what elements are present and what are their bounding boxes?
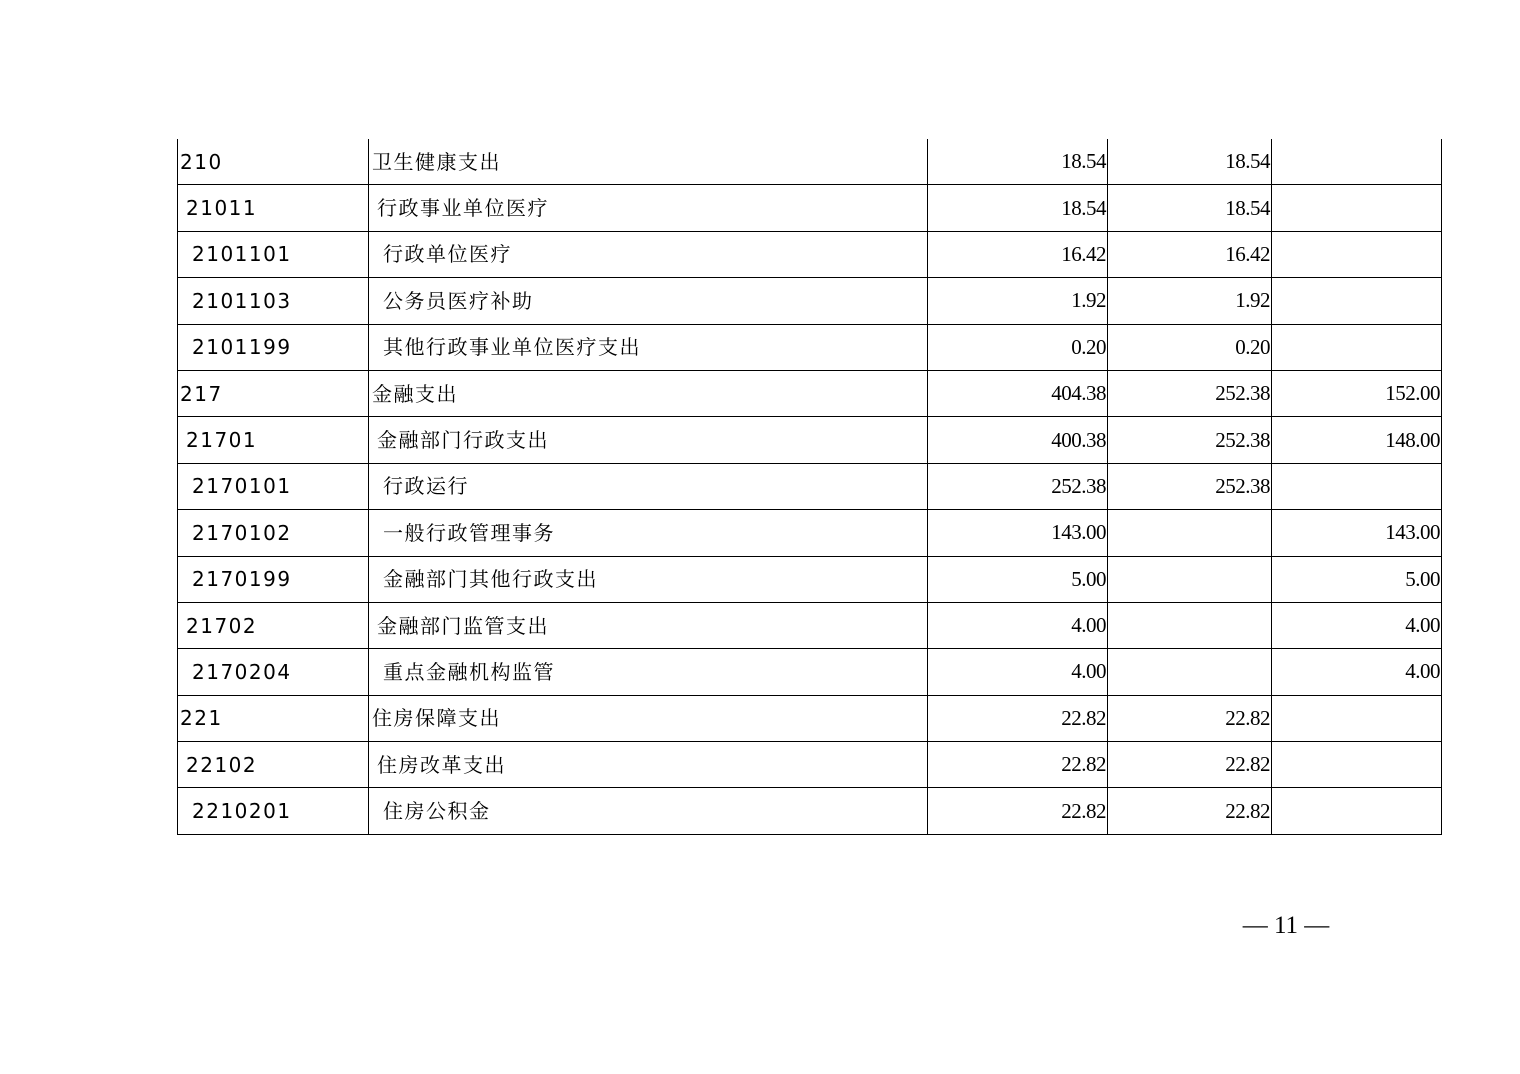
total-amount-cell: 143.00 [928,510,1108,556]
subject-code-cell: 2210201 [178,788,369,834]
total-amount-cell: 404.38 [928,370,1108,416]
basic-expenditure-cell [1108,510,1272,556]
project-expenditure-cell: 148.00 [1272,417,1442,463]
table-row [178,185,1442,231]
subject-code-cell: 2170199 [178,556,369,602]
basic-expenditure-cell: 22.82 [1108,788,1272,834]
project-expenditure-cell: 152.00 [1272,370,1442,416]
subject-name-cell: 金融部门监管支出 [369,602,928,648]
project-expenditure-cell [1272,463,1442,509]
basic-expenditure-cell: 18.54 [1108,185,1272,231]
basic-expenditure-cell: 22.82 [1108,742,1272,788]
subject-name-cell: 卫生健康支出 [369,139,928,185]
table-row [178,602,1442,648]
project-expenditure-cell [1272,324,1442,370]
table-row [178,417,1442,463]
table-row [178,510,1442,556]
subject-code-cell: 21011 [178,185,369,231]
table-body [178,139,1442,834]
project-expenditure-cell: 143.00 [1272,510,1442,556]
table-row [178,742,1442,788]
subject-name-cell: 住房公积金 [369,788,928,834]
subject-name-cell: 重点金融机构监管 [369,649,928,695]
subject-code-cell: 2101101 [178,231,369,277]
project-expenditure-cell [1272,695,1442,741]
subject-code-cell: 2101103 [178,278,369,324]
basic-expenditure-cell: 252.38 [1108,370,1272,416]
subject-code-cell: 2170204 [178,649,369,695]
table-row [178,278,1442,324]
subject-code-cell: 2170102 [178,510,369,556]
basic-expenditure-cell [1108,602,1272,648]
basic-expenditure-cell: 252.38 [1108,417,1272,463]
project-expenditure-cell [1272,231,1442,277]
subject-name-cell: 住房改革支出 [369,742,928,788]
subject-code-cell: 2101199 [178,324,369,370]
subject-name-cell: 公务员医疗补助 [369,278,928,324]
project-expenditure-cell [1272,742,1442,788]
table-row [178,695,1442,741]
project-expenditure-cell [1272,788,1442,834]
subject-name-cell: 行政事业单位医疗 [369,185,928,231]
expenditure-table [177,139,1442,835]
total-amount-cell: 252.38 [928,463,1108,509]
subject-name-cell: 其他行政事业单位医疗支出 [369,324,928,370]
table-row [178,139,1442,185]
subject-code-cell: 217 [178,370,369,416]
page-number: — 11 — [1242,912,1330,939]
basic-expenditure-cell: 16.42 [1108,231,1272,277]
table-row [178,556,1442,602]
subject-name-cell: 金融部门行政支出 [369,417,928,463]
total-amount-cell: 4.00 [928,649,1108,695]
basic-expenditure-cell: 0.20 [1108,324,1272,370]
subject-code-cell: 21701 [178,417,369,463]
table-row [178,324,1442,370]
total-amount-cell: 0.20 [928,324,1108,370]
basic-expenditure-cell: 252.38 [1108,463,1272,509]
basic-expenditure-cell [1108,556,1272,602]
project-expenditure-cell: 5.00 [1272,556,1442,602]
subject-name-cell: 金融部门其他行政支出 [369,556,928,602]
subject-code-cell: 2170101 [178,463,369,509]
subject-code-cell: 221 [178,695,369,741]
subject-code-cell: 21702 [178,602,369,648]
project-expenditure-cell [1272,185,1442,231]
total-amount-cell: 22.82 [928,695,1108,741]
total-amount-cell: 18.54 [928,139,1108,185]
total-amount-cell: 22.82 [928,742,1108,788]
project-expenditure-cell: 4.00 [1272,602,1442,648]
project-expenditure-cell [1272,278,1442,324]
basic-expenditure-cell: 18.54 [1108,139,1272,185]
table-row [178,788,1442,834]
table-row [178,463,1442,509]
total-amount-cell: 22.82 [928,788,1108,834]
subject-name-cell: 行政单位医疗 [369,231,928,277]
table-row [178,649,1442,695]
total-amount-cell: 400.38 [928,417,1108,463]
total-amount-cell: 1.92 [928,278,1108,324]
basic-expenditure-cell: 22.82 [1108,695,1272,741]
total-amount-cell: 4.00 [928,602,1108,648]
budget-table-container [177,139,1441,835]
subject-code-cell: 22102 [178,742,369,788]
project-expenditure-cell [1272,139,1442,185]
total-amount-cell: 5.00 [928,556,1108,602]
table-row [178,370,1442,416]
table-row [178,231,1442,277]
subject-name-cell: 金融支出 [369,370,928,416]
subject-name-cell: 住房保障支出 [369,695,928,741]
subject-name-cell: 一般行政管理事务 [369,510,928,556]
total-amount-cell: 16.42 [928,231,1108,277]
subject-code-cell: 210 [178,139,369,185]
project-expenditure-cell: 4.00 [1272,649,1442,695]
basic-expenditure-cell [1108,649,1272,695]
basic-expenditure-cell: 1.92 [1108,278,1272,324]
total-amount-cell: 18.54 [928,185,1108,231]
subject-name-cell: 行政运行 [369,463,928,509]
